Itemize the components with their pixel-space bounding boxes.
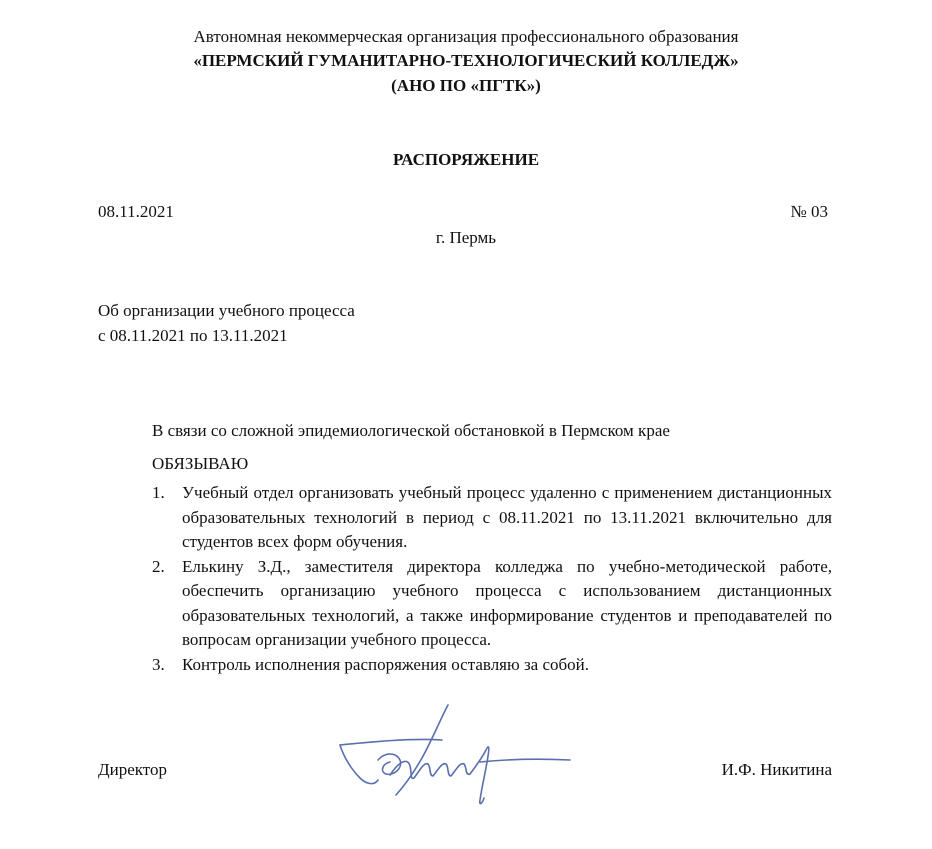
- document-subject: [98, 298, 355, 348]
- organization-abbreviation: (АНО ПО «ПГТК»): [391, 76, 541, 95]
- obligation-keyword: ОБЯЗЫВАЮ: [152, 454, 249, 473]
- organization-name: Автономная некоммерческая организация профессионального образования: [193, 27, 739, 46]
- document-number: № 03: [790, 202, 828, 221]
- organization-full-name: «ПЕРМСКИЙ ГУМАНИТАРНО-ТЕХНОЛОГИЧЕСКИЙ КОЛЛЕДЖ»: [193, 51, 739, 70]
- order-item: [152, 555, 832, 653]
- order-item-number: 3.: [152, 654, 165, 674]
- document-type: РАСПОРЯЖЕНИЕ: [392, 150, 540, 169]
- order-item-number: 1.: [152, 483, 165, 502]
- order-item-number: 2.: [152, 556, 165, 576]
- order-item: [152, 653, 832, 678]
- subject-line-1: Об организации учебного процесса: [98, 301, 355, 320]
- document-date: 08.11.2021: [98, 202, 174, 221]
- signature-strokes: [340, 705, 570, 804]
- signatory-name: И.Ф. Никитина: [721, 760, 832, 779]
- order-items-list: [152, 481, 832, 677]
- intro-text: В связи со сложной эпидемиологической обстановкой в Пермском крае: [152, 421, 670, 440]
- subject-line-2: с 08.11.2021 по 13.11.2021: [98, 326, 288, 345]
- document-city: г. Пермь: [435, 228, 497, 247]
- order-item-text: Учебный отдел организовать учебный процесс удаленно с применением дистанционных образовательных технологий в период с 08.11.2021 по 13.11.2021 включительно для студентов всех форм обучения.: [182, 483, 832, 551]
- order-item-text: Елькину З.Д., заместителя директора колледжа по учебно-методической работе, обеспечить организацию учебного процесса с использованием дистанционных образовательных технологий, а также информирование студентов и преподавателей по вопросам организации учебного процесса.: [182, 556, 832, 649]
- signatory-title: Директор: [98, 760, 167, 779]
- handwritten-signature: [330, 700, 580, 815]
- order-item: [152, 481, 832, 555]
- order-item-text: Контроль исполнения распоряжения оставляю за собой.: [182, 654, 589, 674]
